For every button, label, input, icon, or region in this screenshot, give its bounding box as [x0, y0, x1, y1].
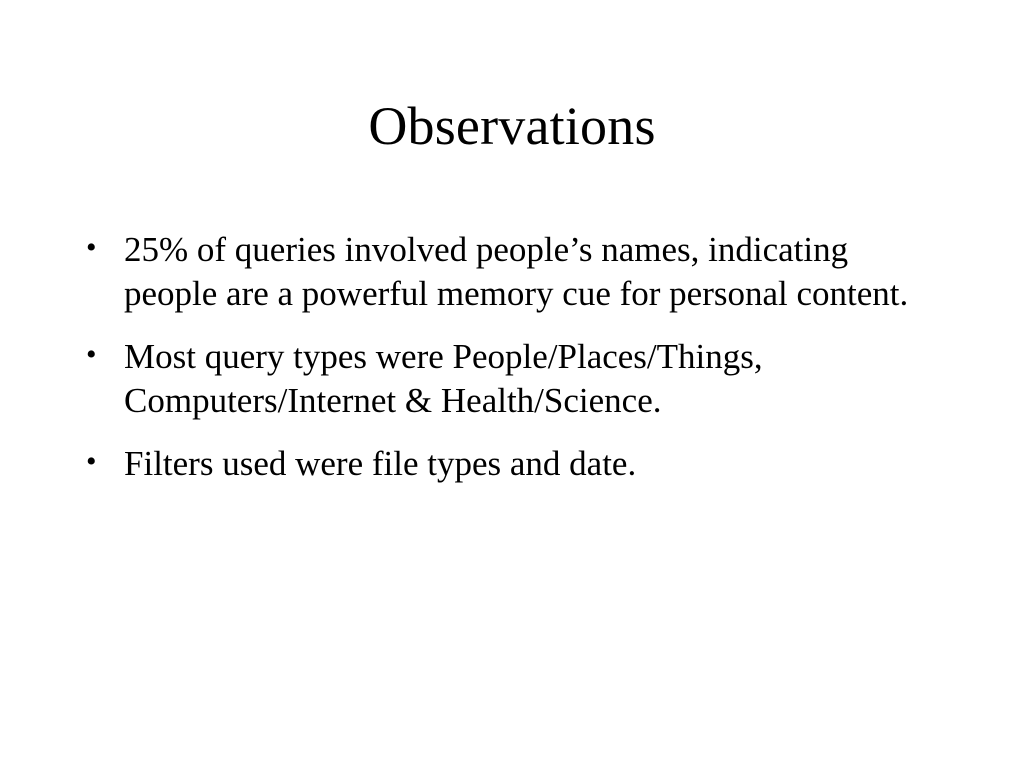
list-item-text: 25% of queries involved people’s names, indicating people are a powerful memory cue for personal content.	[124, 230, 909, 314]
list-item	[78, 335, 938, 424]
bullet-icon: •	[86, 444, 97, 478]
bullet-icon: •	[86, 231, 97, 264]
page-title: Observations	[368, 96, 656, 156]
bullet-list	[78, 228, 938, 486]
list-item-text: Filters used were file types and date.	[124, 443, 637, 483]
list-item	[78, 442, 924, 486]
list-item	[78, 228, 914, 317]
list-item-text: Most query types were People/Places/Things, Computers/Internet & Health/Science.	[124, 336, 763, 421]
bullet-icon: •	[86, 337, 97, 371]
